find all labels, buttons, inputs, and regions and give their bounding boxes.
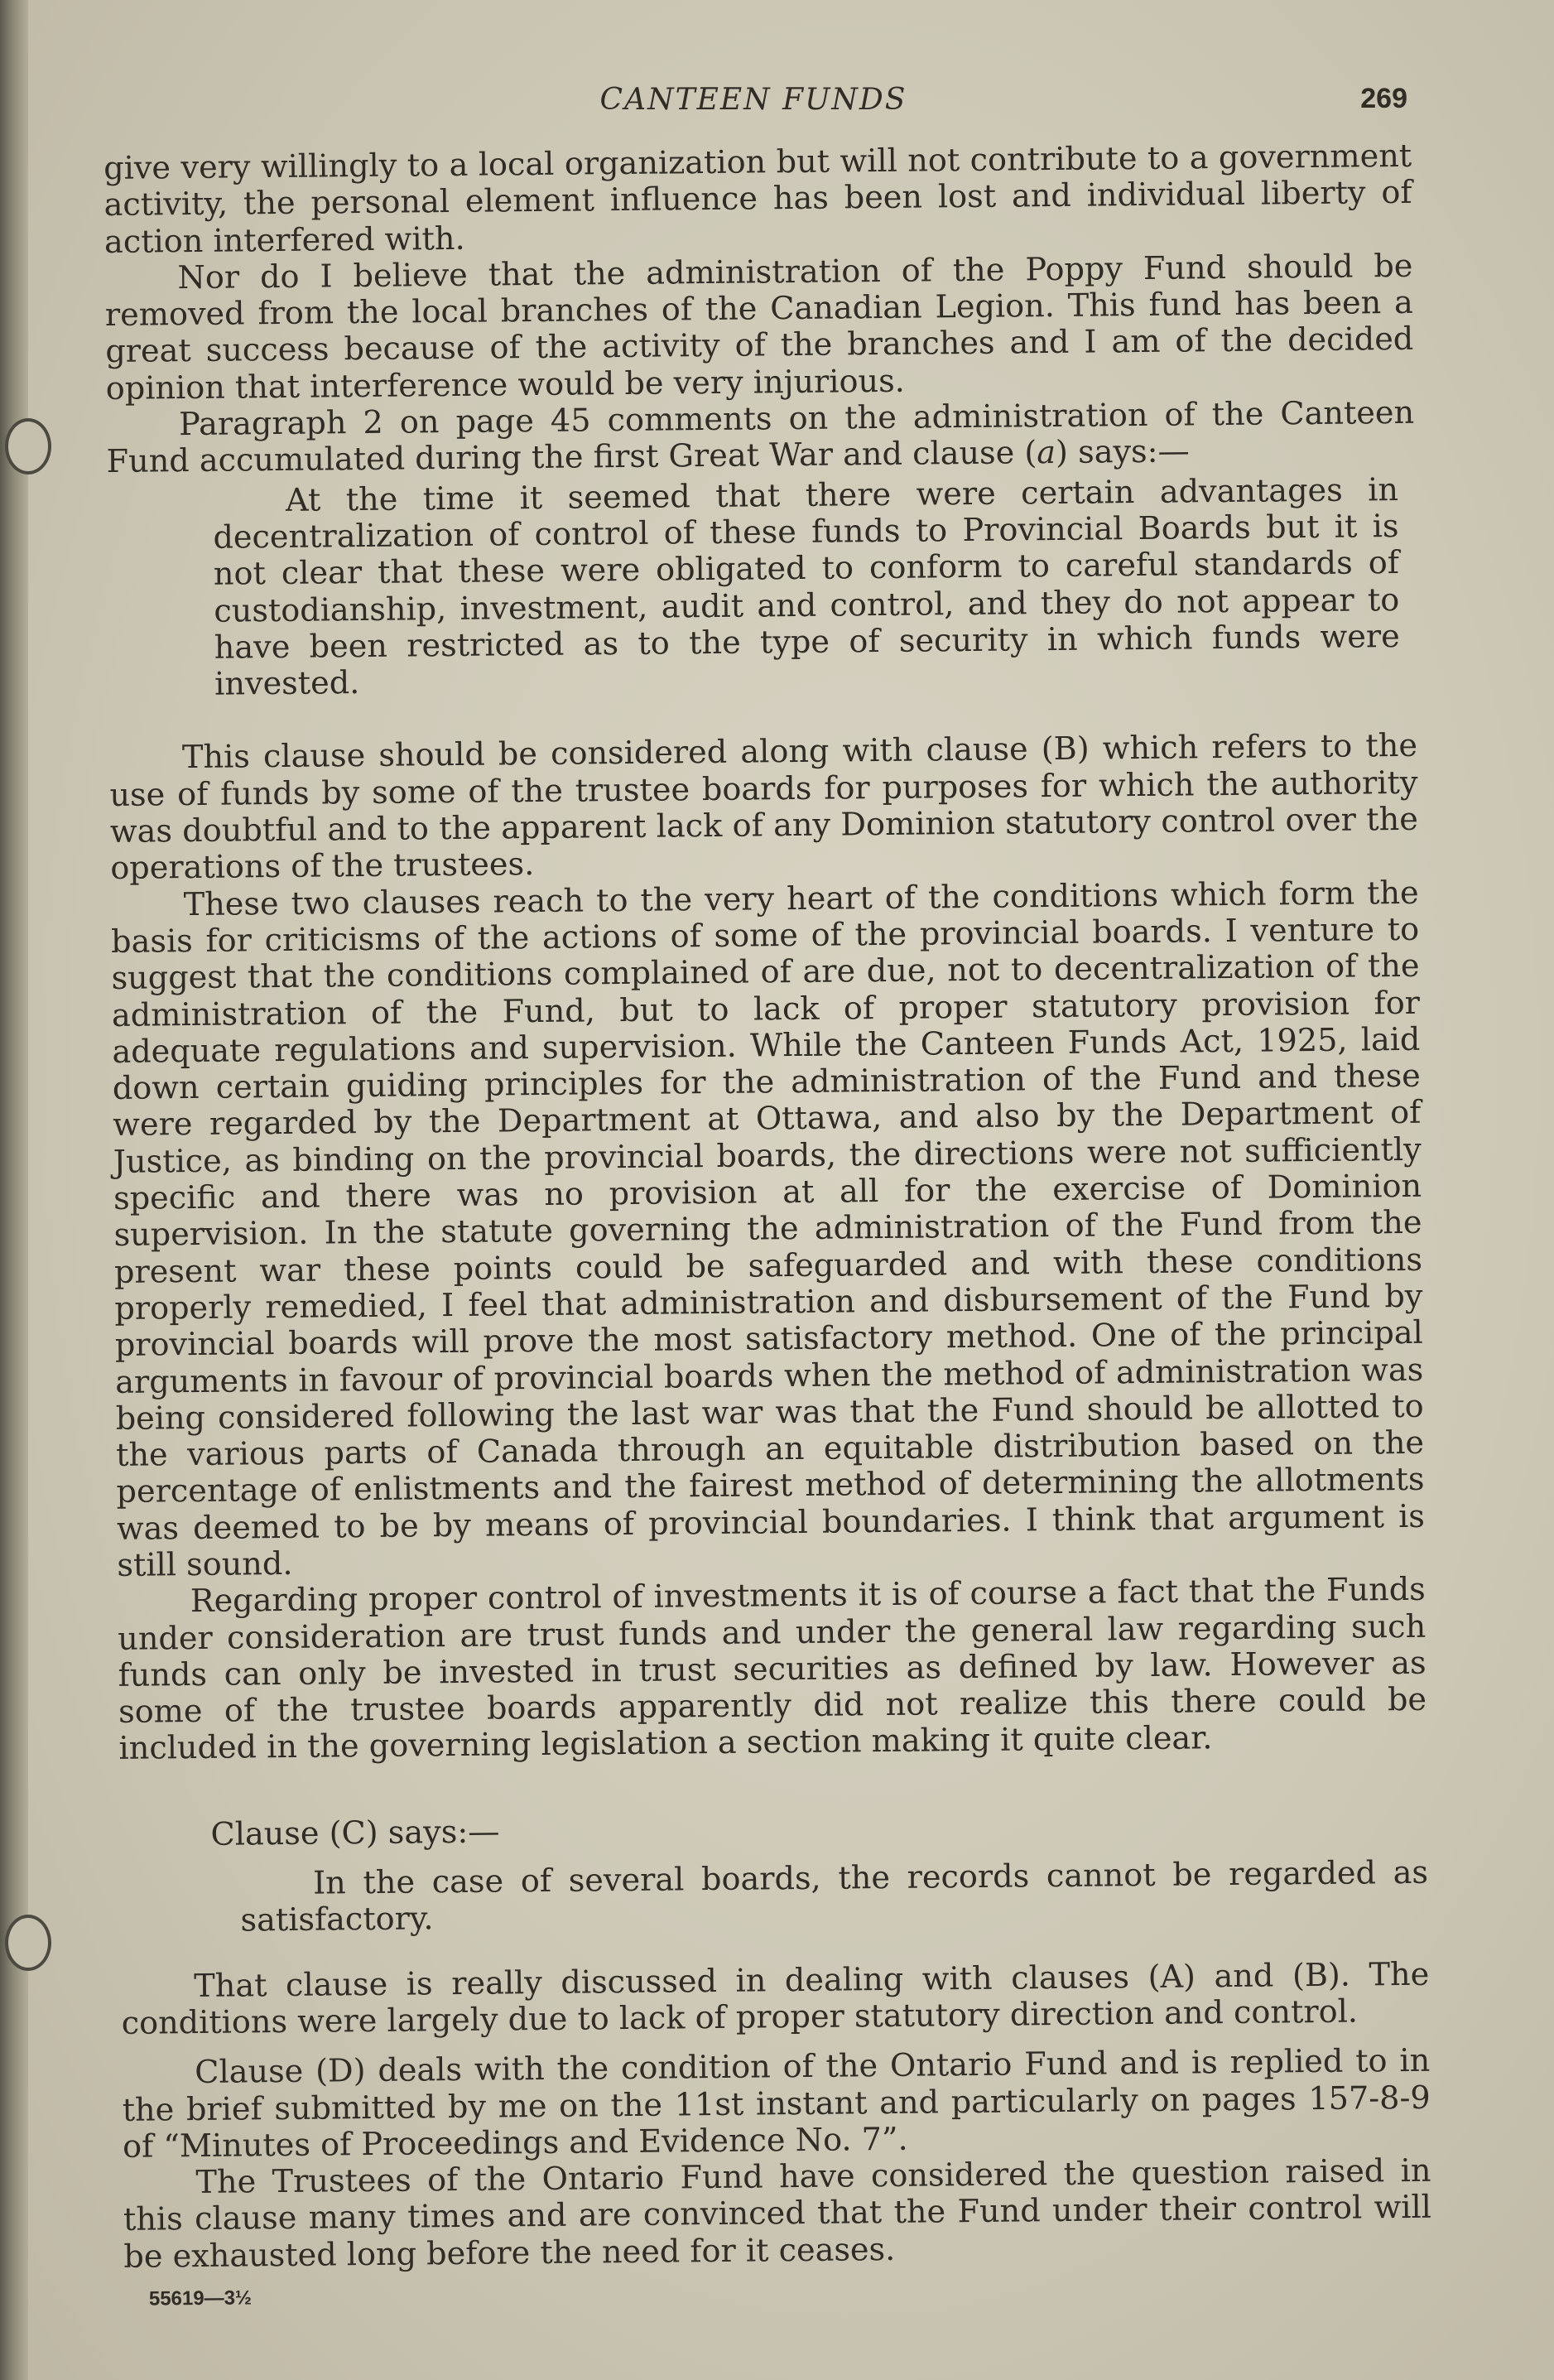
page-body [103, 138, 1432, 2312]
page-number: 269 [1360, 83, 1407, 114]
paragraph-clause-c-intro: Clause (C) says:— [210, 1814, 500, 1853]
paragraph-clause-d: Clause (D) deals with the condition of the Ontario Fund and is replied to in the brief submitted by me on the 11st instant and particularly on pages 157-8-9 of “Minutes of Proceedings and Evidence No. 7”. [122, 2042, 1431, 2166]
page-header [99, 83, 1407, 132]
paragraph-criticisms: These two clauses reach to the very heart of the conditions which form the basis for criticisms of the actions of some of the provincial boards. I venture to suggest that the conditions complained of are due, not to decentralization of the administration of the Fund, but to lack of proper statutory provision for adequate regulations and supervision. While the Canteen Funds Act, 1925, laid down certain guiding principles for the administration of the Fund and these were regarded by the Department at Ottawa, and also by the Department of Justice, as binding on the provincial boards, the directions were not sufficiently specific and there was no provision at all for the exercise of Dominion supervision. In the statute governing the administration of the Fund from the present war these points could be safeguarded and with these conditions properly remedied, I feel that administration and disbursement of the Fund by provincial boards will prove the most satisfactory method. One of the principal arguments in favour of provincial boards when the method of administration was being considered following the last war was that the Fund should be allotted to the various parts of Canada through an equitable distribution based on the percentage of enlistments and the fairest method of determining the allotments was deemed to be by means of provincial boundaries. I think that argument is still sound. [110, 874, 1426, 1584]
book-spine [0, 0, 28, 2380]
paragraph-clause-a-intro [106, 395, 1415, 481]
block-quote-clause-c: In the case of several boards, the records cannot be regarded as satisfactory. [240, 1854, 1429, 1939]
paragraph-continuation: give very willingly to a local organization but will not contribute to a government activity, the personal element influence has been lost and individual liberty of action interfered with. [103, 137, 1412, 261]
paragraph-text: Paragraph 2 on page 45 comments on the administration of the Canteen Fund accumulated during the first Great War and clause ( [106, 394, 1415, 481]
block-quote-clause-a: At the time it seemed that there were certain advantages in decentralization of control of these funds to Provincial Boards but it is not clear that these were obligated to conform to careful standards of custodianship, investment, audit and control, and they do not appear to have been restricted as to the type of security in which funds were invested. [213, 471, 1400, 703]
clause-letter: a [1037, 435, 1056, 472]
paragraph-text: ) says:— [1055, 433, 1190, 472]
running-title: CANTEEN FUNDS [599, 83, 907, 117]
paragraph-clause-discussion: That clause is really discussed in dealing with clauses (A) and (B). The conditions were largely due to lack of proper statutory direction and control. [121, 1956, 1430, 2042]
paragraph-investments: Regarding proper control of investments it is of course a fact that the Funds under consideration are trust funds and under the general law regarding such funds can only be invested in trust securities as defined by law. However as some of the trustee boards apparently did not realize this there could be included in the governing legislation a section making it quite clear. [118, 1572, 1427, 1768]
paragraph-ontario-trustees: The Trustees of the Ontario Fund have considered the question raised in this clause many times and are convinced that the Fund under their control will be exhausted long before the need for it ceases. [123, 2152, 1432, 2276]
paragraph-clause-b: This clause should be considered along with clause (B) which refers to the use of funds by some of the trustee boards for purposes for which the authority was doubtful and to the apparent lack of any Dominion statutory control over the operations of the trustees. [109, 728, 1419, 888]
binding-hole [5, 1915, 51, 1971]
binding-hole [5, 418, 51, 475]
paragraph-poppy-fund: Nor do I believe that the administration of the Poppy Fund should be removed from the local branches of the Canadian Legion. This fund has been a great success because of the activity of the branches and I am of the decided opinion that interference would be very injurious. [104, 248, 1414, 407]
print-code: 55619—3½ [148, 2286, 253, 2310]
